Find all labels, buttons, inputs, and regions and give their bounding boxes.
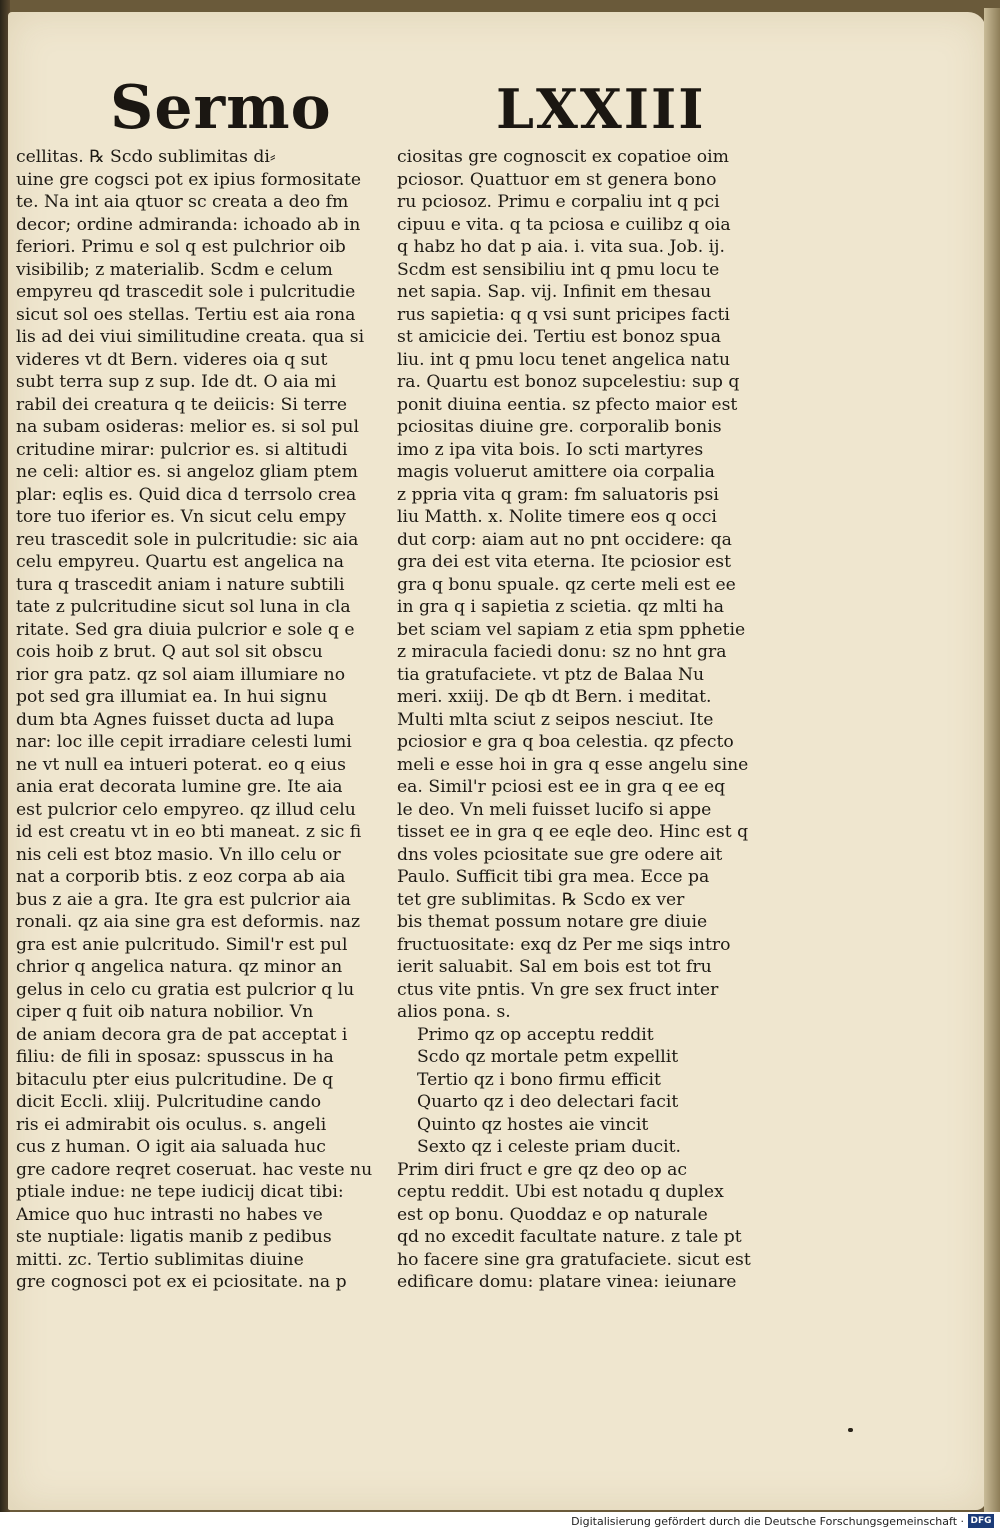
text-line: nis celi est btoz masio. Vn illo celu or bbox=[16, 844, 341, 865]
text-line: nat a corporib btis. z eoz corpa ab aia bbox=[16, 867, 346, 887]
text-line: critudine mirar: pulcrior es. si altitudi bbox=[16, 439, 348, 460]
text-line: bis themat possum notare gre diuie bbox=[397, 912, 708, 932]
dfg-logo: DFG bbox=[968, 1514, 994, 1528]
text-line: celu empyreu. Quartu est angelica na bbox=[16, 552, 344, 572]
text-line: tore tuo iferior es. Vn sicut celu empy bbox=[16, 507, 346, 527]
text-line: nar: loc ille cepit irradiare celesti lumi bbox=[16, 732, 352, 752]
folio-number: LXXIII bbox=[496, 77, 706, 141]
text-line: alios pona. s. bbox=[397, 1002, 511, 1022]
text-line: Prim diri fruct e gre qz deo op ac bbox=[397, 1159, 688, 1180]
text-line: Paulo. Sufficit tibi gra mea. Ecce pa bbox=[397, 867, 710, 887]
text-line: rior gra patz. qz sol aiam illumiare no bbox=[16, 664, 346, 685]
text-line: gre cognosci pot ex ei pciositate. na p bbox=[16, 1272, 347, 1292]
text-line: qd no excedit facultate nature. z tale pt bbox=[397, 1227, 742, 1247]
text-line: Scdm est sensibiliu int q pmu locu te bbox=[397, 259, 720, 280]
text-line: feriori. Primu e sol q est pulchrior oib bbox=[16, 237, 346, 257]
text-line: st amicicie dei. Tertiu est bonoz spua bbox=[397, 327, 721, 347]
text-line: z ppria vita q gram: fm saluatoris psi bbox=[397, 484, 719, 505]
text-line: ponit diuina eentia. sz pfecto maior est bbox=[397, 394, 738, 415]
text-line: meli e esse hoi in gra q esse angelu sine bbox=[397, 754, 749, 775]
text-line: bus z aie a gra. Ite gra est pulcrior aia bbox=[16, 889, 351, 910]
text-line: sicut sol oes stellas. Tertiu est aia rona bbox=[16, 304, 356, 325]
running-header-title: Sermo bbox=[110, 73, 332, 143]
text-line: gra q bonu spuale. qz certe meli est ee bbox=[397, 574, 736, 595]
text-line: rabil dei creatura q te deiicis: Si terre bbox=[16, 394, 348, 415]
text-line: gra est anie pulcritudo. Simil'r est pul bbox=[16, 934, 348, 955]
text-line: pciosior e gra q boa celestia. qz pfecto bbox=[397, 732, 734, 752]
text-line: ste nuptiale: ligatis manib z pedibus bbox=[16, 1227, 332, 1247]
text-line: q habz ho dat p aia. i. vita sua. Job. ij. bbox=[397, 237, 725, 257]
text-line: gre cadore reqret coseruat. hac veste nu bbox=[16, 1159, 373, 1180]
text-line: ra. Quartu est bonoz supcelestiu: sup q bbox=[397, 372, 740, 392]
text-line: te. Na int aia qtuor sc creata a deo fm bbox=[16, 192, 349, 212]
text-line: tate z pulcritudine sicut sol luna in cla bbox=[16, 597, 351, 617]
ink-blot bbox=[848, 1428, 853, 1432]
text-line: gelus in celo cu gratia est pulcrior q lu bbox=[16, 979, 355, 1000]
text-line: Primo qz op acceptu reddit bbox=[417, 1024, 654, 1045]
text-line: dum bta Agnes fuisset ducta ad lupa bbox=[16, 709, 335, 730]
text-line: Quarto qz i deo delectari facit bbox=[417, 1092, 679, 1112]
text-line: de aniam decora gra de pat acceptat i bbox=[16, 1024, 348, 1045]
text-line: cus z human. O igit aia saluada huc bbox=[16, 1137, 326, 1157]
text-line: Tertio qz i bono firmu efficit bbox=[417, 1069, 661, 1090]
text-line: subt terra sup z sup. Ide dt. O aia mi bbox=[16, 372, 337, 392]
text-line: bitaculu pter eius pulcritudine. De q bbox=[16, 1069, 334, 1090]
text-line: cois hoib z brut. Q aut sol sit obscu bbox=[16, 642, 323, 662]
text-line: ronali. qz aia sine gra est deformis. naz bbox=[16, 912, 361, 932]
text-line: tura q trascedit aniam i nature subtili bbox=[16, 574, 345, 595]
funding-notice: Digitalisierung gefördert durch die Deutsche Forschungsgemeinschaft · bbox=[571, 1515, 964, 1528]
text-line: ceptu reddit. Ubi est notadu q duplex bbox=[397, 1182, 724, 1202]
text-line: tia gratufaciete. vt ptz de Balaa Nu bbox=[397, 664, 705, 685]
text-line: meri. xxiij. De qb dt Bern. i meditat. bbox=[397, 687, 712, 707]
right-text-column bbox=[397, 146, 765, 1294]
text-line: ctus vite pntis. Vn gre sex fruct inter bbox=[397, 979, 719, 1000]
text-line: ru pciosoz. Primu e corpaliu int q pci bbox=[397, 192, 720, 212]
text-line: rus sapietia: q q vsi sunt pricipes facti bbox=[397, 304, 730, 325]
text-line: visibilib; z materialib. Scdm e celum bbox=[16, 259, 333, 280]
text-line: pciosor. Quattuor em st genera bono bbox=[397, 169, 717, 190]
text-line: liu Matth. x. Nolite timere eos q occi bbox=[397, 507, 717, 527]
text-line: mitti. zc. Tertio sublimitas diuine bbox=[16, 1249, 304, 1270]
text-line: z miracula faciedi donu: sz no hnt gra bbox=[397, 642, 727, 662]
text-line: est pulcrior celo empyreo. qz illud celu bbox=[16, 799, 356, 820]
text-line: videres vt dt Bern. videres oia q sut bbox=[16, 349, 328, 370]
text-line: ritate. Sed gra diuia pulcrior e sole q e bbox=[16, 619, 355, 640]
text-line: dicit Eccli. xliij. Pulcritudine cando bbox=[16, 1092, 322, 1112]
text-line: le deo. Vn meli fuisset lucifo si appe bbox=[397, 799, 712, 820]
text-line: Sexto qz i celeste priam ducit. bbox=[417, 1137, 681, 1157]
text-line: ptiale indue: ne tepe iudicij dicat tibi: bbox=[16, 1182, 344, 1202]
page-right-edge bbox=[984, 8, 1000, 1512]
text-line: lis ad dei viui similitudine creata. qua si bbox=[16, 327, 365, 347]
text-line: cellitas. ℞ Scdo sublimitas di⸗ bbox=[16, 147, 276, 167]
text-line: in gra q i sapietia z scietia. qz mlti ha bbox=[397, 597, 724, 617]
text-line: Amice quo huc intrasti no habes ve bbox=[16, 1204, 323, 1225]
text-line: gra dei est vita eterna. Ite pciosior est bbox=[397, 552, 732, 572]
text-line: empyreu qd trascedit sole i pulcritudie bbox=[16, 282, 356, 302]
text-line: tet gre sublimitas. ℞ Scdo ex ver bbox=[397, 889, 685, 910]
text-line: fructuositate: exq dz Per me siqs intro bbox=[397, 934, 731, 955]
text-line: na subam osideras: melior es. si sol pul bbox=[16, 417, 359, 437]
text-line: ne celi: altior es. si angeloz gliam ptem bbox=[16, 462, 358, 482]
text-line: pciositas diuine gre. corporalib bonis bbox=[397, 417, 722, 437]
text-line: cipuu e vita. q ta pciosa e cuilibz q oia bbox=[397, 214, 731, 235]
text-line: id est creatu vt in eo bti maneat. z sic fi bbox=[16, 822, 362, 842]
text-line: ierit saluabit. Sal em bois est tot fru bbox=[397, 957, 712, 977]
text-line: pot sed gra illumiat ea. In hui signu bbox=[16, 687, 328, 707]
text-line: Multi mlta sciut z seipos nesciut. Ite bbox=[397, 709, 714, 730]
text-line: liu. int q pmu locu tenet angelica natu bbox=[397, 349, 731, 370]
text-line: ris ei admirabit ois oculus. s. angeli bbox=[16, 1114, 327, 1135]
text-line: plar: eqlis es. Quid dica d terrsolo crea bbox=[16, 484, 357, 505]
text-line: ania erat decorata lumine gre. Ite aia bbox=[16, 777, 343, 797]
text-line: magis voluerut amittere oia corpalia bbox=[397, 462, 715, 482]
text-line: filiu: de fili in sposaz: spusscus in ha bbox=[16, 1047, 334, 1067]
text-line: ho facere sine gra gratufaciete. sicut est bbox=[397, 1249, 751, 1270]
text-line: ea. Simil'r pciosi est ee in gra q ee eq bbox=[397, 777, 726, 797]
text-line: dns voles pciositate sue gre odere ait bbox=[397, 844, 723, 865]
text-line: ciper q fuit oib natura nobilior. Vn bbox=[16, 1002, 314, 1022]
text-line: chrior q angelica natura. qz minor an bbox=[16, 957, 343, 977]
text-line: reu trascedit sole in pulcritudie: sic aia bbox=[16, 529, 359, 550]
text-line: decor; ordine admiranda: ichoado ab in bbox=[16, 214, 361, 235]
text-line: bet sciam vel sapiam z etia spm pphetie bbox=[397, 619, 746, 640]
text-line: dut corp: aiam aut no pnt occidere: qa bbox=[397, 529, 732, 550]
text-line: ne vt null ea intueri poterat. eo q eius bbox=[16, 754, 346, 775]
text-line: net sapia. Sap. vij. Infinit em thesau bbox=[397, 282, 712, 302]
text-line: edificare domu: platare vinea: ieiunare bbox=[397, 1272, 737, 1292]
text-line: Quinto qz hostes aie vincit bbox=[417, 1114, 649, 1135]
text-line: Scdo qz mortale petm expellit bbox=[417, 1047, 679, 1067]
text-line: imo z ipa vita bois. Io scti martyres bbox=[397, 439, 704, 460]
text-line: est op bonu. Quoddaz e op naturale bbox=[397, 1204, 708, 1225]
text-line: ciositas gre cognoscit ex copatioe oim bbox=[397, 147, 729, 167]
left-text-column bbox=[16, 146, 388, 1294]
text-line: tisset ee in gra q ee eqle deo. Hinc est q bbox=[397, 822, 749, 842]
text-line: uine gre cogsci pot ex ipius formositate bbox=[16, 169, 362, 190]
